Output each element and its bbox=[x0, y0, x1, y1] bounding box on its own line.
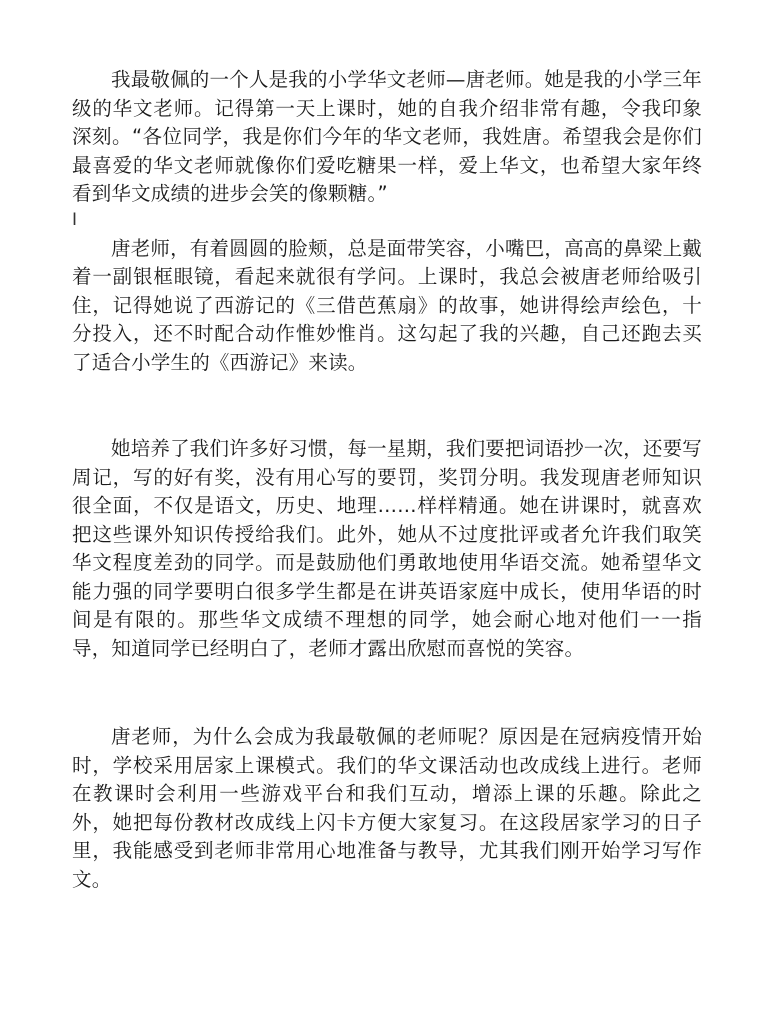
paragraph-2: 唐老师，有着圆圆的脸颊，总是面带笑容，小嘴巴，高高的鼻梁上戴着一副银框眼镜，看起来就很有学问。上课时，我总会被唐老师给吸引住，记得她说了西游记的《三借芭蕉扇》的故事，她讲得绘声绘色，十分投入，还不时配合动作惟妙惟肖。这勾起了我的兴趣，自己还跑去买了适合小学生的《西游记》来读。 bbox=[72, 236, 703, 374]
paragraph-3: 她培养了我们许多好习惯，每一星期，我们要把词语抄一次，还要写周记，写的好有奖，没有用心写的要罚，奖罚分明。我发现唐老师知识很全面，不仅是语文，历史、地理……样样精通。她在讲课时，就喜欢把这些课外知识传授给我们。此外，她从不过度批评或者允许我们取笑华文程度差劲的同学。而是鼓励他们勇敢地使用华语交流。她希望华文能力强的同学要明白很多学生都是在讲英语家庭中成长，使用华语的时间是有限的。那些华文成绩不理想的同学，她会耐心地对他们一一指导，知道同学已经明白了，老师才露出欣慰而喜悦的笑容。 bbox=[72, 437, 703, 660]
document-body bbox=[72, 66, 702, 894]
paragraph-4: 唐老师，为什么会成为我最敬佩的老师呢？原因是在冠病疫情开始时，学校采用居家上课模式。我们的华文课活动也改成线上进行。老师在教课时会利用一些游戏平台和我们互动，增添上课的乐趣。除此之外，她把每份教材改成线上闪卡方便大家复习。在这段居家学习的日子里，我能感受到老师非常用心地准备与教导，尤其我们刚开始学习写作文。 bbox=[72, 725, 702, 891]
text-cursor: I bbox=[72, 209, 78, 230]
paragraph-spacer bbox=[72, 377, 702, 435]
paragraph-1: 我最敬佩的一个人是我的小学华文老师—唐老师。她是我的小学三年级的华文老师。记得第一天上课时，她的自我介绍非常有趣，令我印象深刻。“各位同学，我是你们今年的华文老师，我姓唐。希望我会是你们最喜爱的华文老师就像你们爱吃糖果一样，爱上华文，也希望大家年终看到华文成绩的进步会笑的像颗糖。” bbox=[72, 68, 703, 205]
paragraph-spacer bbox=[72, 663, 702, 723]
